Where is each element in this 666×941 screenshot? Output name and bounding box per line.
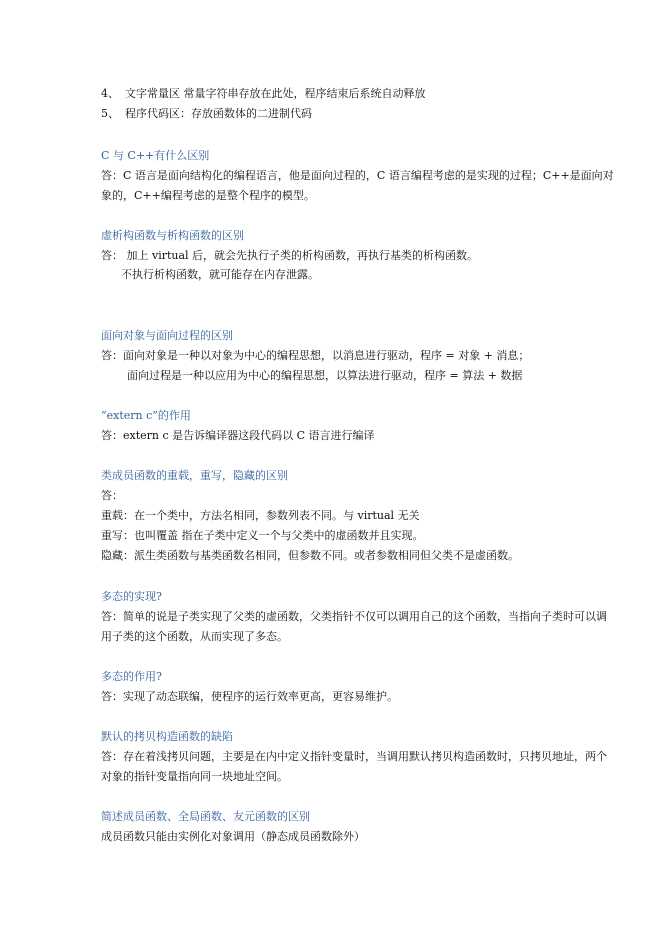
- section-heading-extern-c: “extern c”的作用: [101, 409, 191, 422]
- paragraph-line: 答：extern c 是告诉编译器这段代码以 C 语言进行编译: [101, 429, 375, 442]
- list-text: 程序代码区：存放函数体的二进制代码: [125, 107, 312, 120]
- list-number: 4、: [101, 87, 119, 100]
- paragraph-line: 答：C 语言是面向结构化的编程语言，他是面向过程的，C 语言编程考虑的是实现的过程；C++是面向对: [101, 169, 614, 182]
- list-number: 5、: [101, 107, 119, 120]
- paragraph-line: 成员函数只能由实例化对象调用（静态成员函数除外）: [101, 830, 365, 843]
- list-item: [101, 87, 426, 101]
- paragraph-line: 用子类的这个函数，从而实现了多态。: [101, 630, 288, 643]
- paragraph-line: 象的，C++编程考虑的是整个程序的模型。: [101, 189, 315, 202]
- paragraph-line: 答：实现了动态联编，使程序的运行效率更高，更容易维护。: [101, 690, 398, 703]
- paragraph-line: 面向过程是一种以应用为中心的编程思想，以算法进行驱动，程序 = 算法 + 数据: [127, 369, 523, 382]
- paragraph-line: 重写：也叫覆盖 指在子类中定义一个与父类中的虚函数并且实现。: [101, 529, 424, 542]
- section-heading-c-vs-cpp: C 与 C++有什么区别: [101, 149, 210, 162]
- paragraph-line: 对象的指针变量指向同一块地址空间。: [101, 770, 288, 783]
- section-heading-func-kinds: 简述成员函数、全局函数、友元函数的区别: [101, 810, 310, 823]
- list-item: [101, 107, 312, 121]
- paragraph-line: 答：面向对象是一种以对象为中心的编程思想，以消息进行驱动，程序 = 对象 + 消息；: [101, 349, 530, 362]
- list-text: 文字常量区 常量字符串存放在此处，程序结束后系统自动释放: [125, 87, 426, 100]
- paragraph-line: 答：: [101, 489, 123, 502]
- section-heading-polymorphism-impl: 多态的实现?: [101, 590, 162, 603]
- paragraph-line: 隐藏：派生类函数与基类函数名相同，但参数不同。或者参数相同但父类不是虚函数。: [101, 549, 519, 562]
- section-heading-oop-vs-pop: 面向对象与面向过程的区别: [101, 329, 233, 342]
- section-heading-polymorphism-use: 多态的作用?: [101, 670, 162, 683]
- section-heading-copy-ctor: 默认的拷贝构造函数的缺陷: [101, 730, 233, 743]
- paragraph-line: 答： 加上 virtual 后，就会先执行子类的析构函数，再执行基类的析构函数。: [101, 249, 479, 262]
- paragraph-line: 不执行析构函数，就可能存在内存泄露。: [121, 268, 319, 281]
- paragraph-line: 答：存在着浅拷贝问题，主要是在内中定义指针变量时，当调用默认拷贝构造函数时，只拷贝地址，两个: [101, 750, 607, 763]
- section-heading-overload: 类成员函数的重载，重写，隐藏的区别: [101, 469, 288, 482]
- paragraph-line: 重载：在一个类中，方法名相同，参数列表不同。与 virtual 无关: [101, 509, 420, 522]
- section-heading-virtual-destructor: 虚析构函数与析构函数的区别: [101, 229, 244, 242]
- paragraph-line: 答：简单的说是子类实现了父类的虚函数，父类指针不仅可以调用自己的这个函数，当指向子类时可以调: [101, 610, 607, 623]
